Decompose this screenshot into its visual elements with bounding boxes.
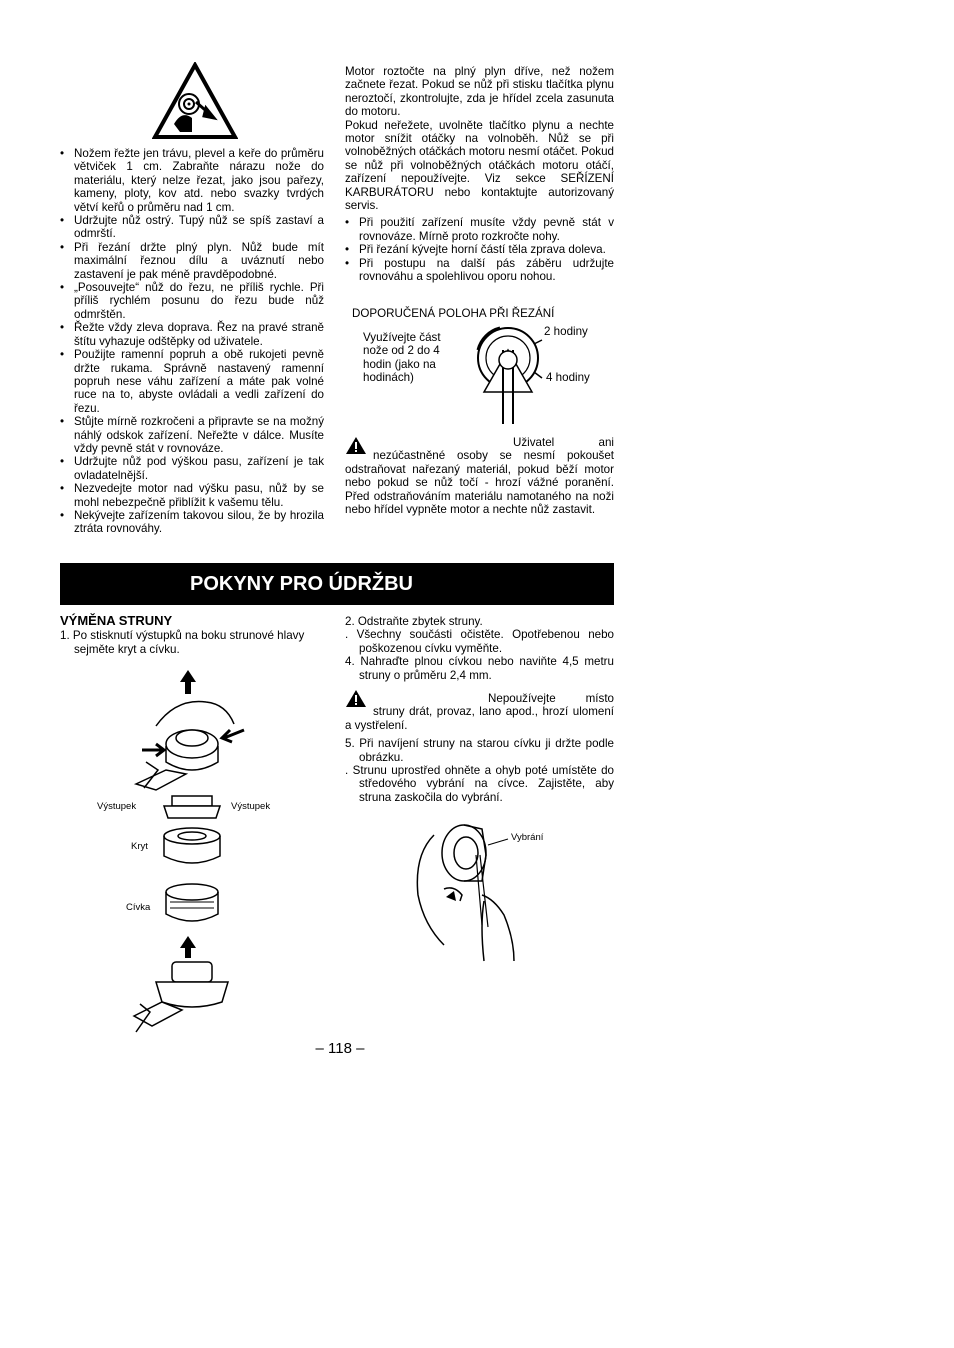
maintenance-left [60,614,332,656]
position-title: DOPORUČENÁ POLOHA PŘI ŘEZÁNÍ [352,307,555,320]
label-4-hours: 4 hodiny [546,371,590,384]
list-item: • Použijte ramenní popruh a obě rukojeti pevně držte rukama. Správně nastavený ramenní popruh nese váhu zařízení a máte pak volné ruce na to, abyste ovládali a vedli zařízení do řezu. [60,348,324,415]
list-item: • Nekývejte zařízením takovou silou, že by hrozila ztráta rovnováhy. [60,509,324,536]
maintenance-right [345,615,614,804]
blade-hazard-warning-icon [152,62,238,140]
left-column [60,147,324,536]
list-item: • Stůjte mírně rozkročeni a připravte se na možný náhlý odskok zařízení. Neřežte v dálce. Musíte vždy pevně stát v rovnováze. [60,415,324,455]
list-item: • Při řezání držte plný plyn. Nůž bude mít maximální řeznou dílu a uváznutí nebo zastavení je pak méně pravděpodobné. [60,241,324,281]
line-head-disassembly-illustration [126,666,276,1046]
step-2: 2. Odstraňte zbytek struny. [345,615,483,628]
list-item: • Při postupu na další pás záběru udržujte rovnováhu a spolehlivou oporu nohou. [345,257,614,284]
paragraph: Motor roztočte na plný plyn dříve, než nožem začnete řezat. Pokud se nůž při stisku tlačítka plynu neroztočí, zkontrolujte, zda je hřídel zcela zasunuta do motoru. [345,65,614,119]
right-bullet-list [345,216,614,283]
list-item: • Nezvedejte motor nad výšku pasu, nůž by se mohl nebezpečně přiblížit k vašemu tělu. [60,482,324,509]
list-item: • Nožem řežte jen trávu, plevel a keře do průměru větviček 1 cm. Zabraňte nárazu nože do materiálu, který nelze řezat, jako jsou pařezy, kameny, ploty, kov atd. nebo svazky tvrdých větví keřů o průměru nad 1 cm. [60,147,324,214]
left-bullet-list [60,147,324,536]
list-item: • Udržujte nůž ostrý. Tupý nůž se spíš zastaví a odmrští. [60,214,324,241]
paragraph: Pokud neřežete, uvolněte tlačítko plynu a nechte motor snížit otáčky na volnoběh. Nůž se při volnoběžných otáčkách motoru nesmí otáčet. Pokud se nůž při volnoběžných otáčkách motoru otáčí, zařízení nepoužívejte. Viz sekce SEŘÍZENÍ KARBURÁTORU nebo kontaktujte autorizovaný servis. [345,118,614,213]
list-item: • Při řezání kývejte horní částí těla zprava doleva. [345,243,614,256]
page-number: – 118 – [315,1040,365,1057]
list-item: • „Posouvejte“ nůž do řezu, ne příliš rychle. Při příliš rychlém posunu do řezu bude nůž odmrštěn. [60,281,324,321]
warning-block-1 [345,436,614,516]
list-item: • Řežte vždy zleva doprava. Řez na pravé straně štítu vyhazuje odštěpky od uživatele. [60,321,324,348]
label-recess: Vybrání [511,832,544,843]
list-item: • Udržujte nůž pod výškou pasu, zařízení je tak ovladatelnější. [60,455,324,482]
section-subtitle: VÝMĚNA STRUNY [60,613,173,628]
warning-triangle-icon [345,689,367,708]
list-item: • Při použití zařízení musíte vždy pevně stát v rovnováze. Mírně proto rozkročte nohy. [345,216,614,243]
label-protrusion-right: Výstupek [231,801,271,812]
warning-text: Nepoužívejte místo struny drát, provaz, lano apod., hrozí ulomení a vystřelení. [345,692,614,732]
warning-text: Uživatel ani nezúčastněné osoby se nesmí pokoušet odstraňovat nařezaný materiál, pokud běží motor nebo pokud se nůž točí - hrozí vážné poranění. Před odstraňováním materiálu namotaného na noži nebo hřídel vypněte motor a nechte nůž zastavit. [345,436,614,517]
step-5: 5. Při navíjení struny na starou cívku ji držte podle obrázku. [345,737,614,764]
section-banner: POKYNY PRO ÚDRŽBU [60,563,614,605]
label-2-hours: 2 hodiny [544,325,588,338]
right-column-top [345,65,614,284]
step-6: . Strunu uprostřed ohněte a ohyb poté umístěte do středového vybrání na cívce. Zajistěte, aby struna zaskočila do vybrání. [345,764,614,804]
label-cover: Kryt [131,841,148,852]
step-3: . Všechny součásti očistěte. Opotřebenou nebo poškozenou cívku vyměňte. [345,628,614,655]
warning-triangle-icon [345,436,367,455]
warning-block-2 [345,689,614,732]
cutting-position-diagram [470,320,546,426]
label-protrusion-left: Výstupek [97,801,137,812]
label-spool: Cívka [126,902,151,913]
step-4: 4. Nahraďte plnou cívkou nebo naviňte 4,5 metru struny o průměru 2,4 mm. [345,655,614,682]
step-1: 1. Po stisknutí výstupků na boku strunové hlavy sejměte kryt a cívku. [60,629,305,656]
position-note: Využívejte část nože od 2 do 4 hodin (jako na hodinách) [363,331,441,385]
